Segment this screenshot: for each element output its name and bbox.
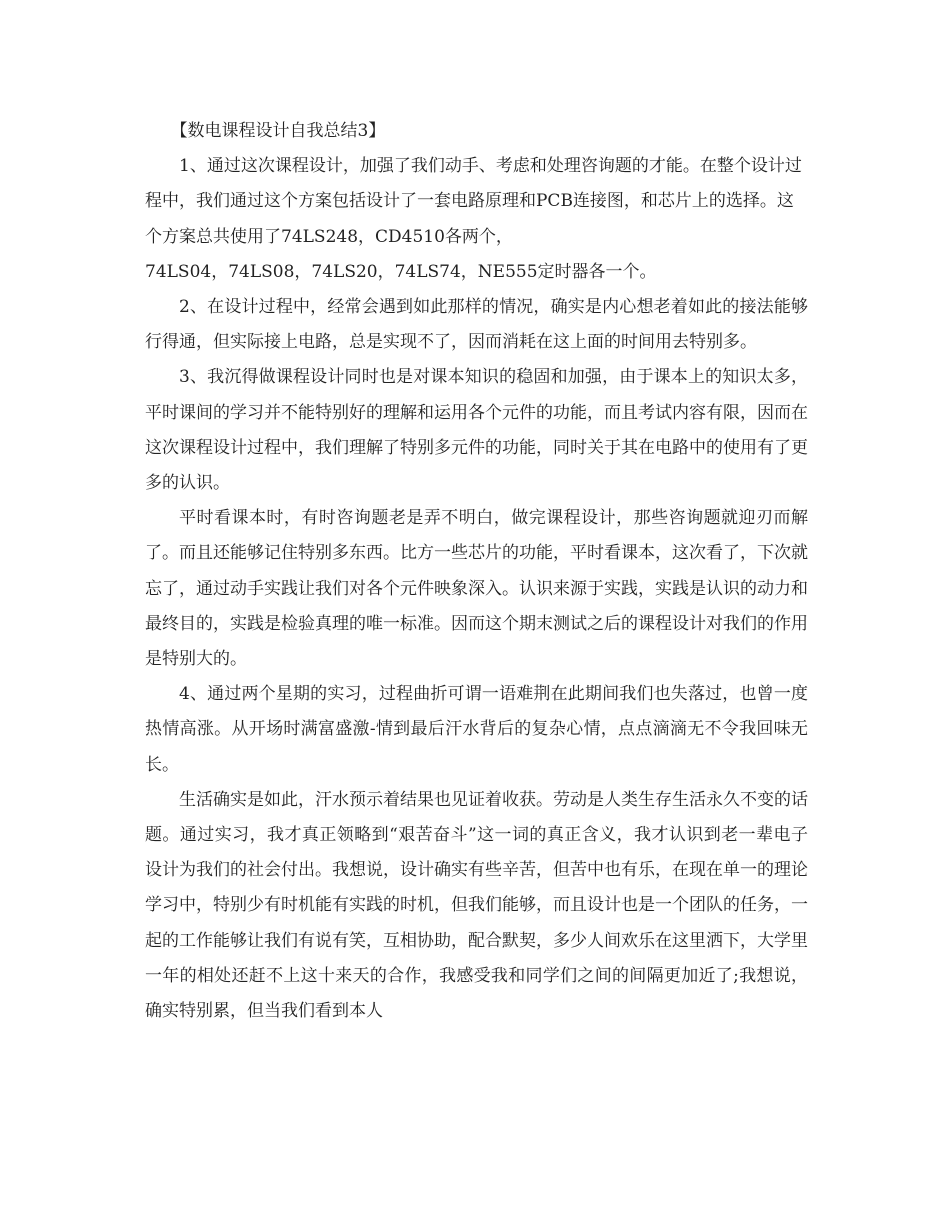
paragraph-6: 生活确实是如此，汗水预示着结果也见证着收获。劳动是人类生存生活永久不变的话题。通过实习，我才真正领略到“艰苦奋斗”这一词的真正含义，我才认识到老一辈电子设计为我们的社会付出。我想说，设计确实有些辛苦，但苦中也有乐，在现在单一的理论学习中，特别少有时机能有实践的时机，但我们能够，而且设计也是一个团队的任务，一起的工作能够让我们有说有笑，互相协助，配合默契，多少人间欢乐在这里洒下，大学里一年的相处还赶不上这十来天的合作，我感受我和同学们之间的间隔更加近了;我想说，确实特别累，但当我们看到本人 — [145, 789, 808, 1022]
paragraph-4: 平时看课本时，有时咨询题老是弄不明白，做完课程设计，那些咨询题就迎刃而解了。而且还能够记住特别多东西。比方一些芯片的功能，平时看课本，这次看了，下次就忘了，通过动手实践让我们对各个元件映象深入。认识来源于实践，实践是认识的动力和最终目的，实践是检验真理的唯一标准。因而这个期末测试之后的课程设计对我们的作用是特别大的。 — [145, 508, 808, 670]
paragraph-1-continuation: 74LS04，74LS08，74LS20，74LS74，NE555定时器各一个。 — [145, 261, 657, 282]
document-title: 【数电课程设计自我总结3】 — [170, 121, 386, 141]
paragraph-5: 4、通过两个星期的实习，过程曲折可谓一语难荆在此期间我们也失落过，也曾一度热情高涨。从开场时满富盛激-情到最后汗水背后的复杂心情，点点滴滴无不令我回味无长。 — [145, 684, 808, 775]
paragraph-3: 3、我沉得做课程设计同时也是对课本知识的稳固和加强，由于课本上的知识太多，平时课间的学习并不能特别好的理解和运用各个元件的功能，而且考试内容有限，因而在这次课程设计过程中，我们理解了特别多元件的功能，同时关于其在电路中的使用有了更多的认识。 — [145, 367, 808, 494]
paragraph-2: 2、在设计过程中，经常会遇到如此那样的情况，确实是内心想老着如此的接法能够行得通，但实际接上电路，总是实现不了，因而消耗在这上面的时间用去特别多。 — [145, 297, 808, 353]
document-body — [145, 114, 808, 1029]
paragraph-1: 1、通过这次课程设计，加强了我们动手、考虑和处理咨询题的才能。在整个设计过程中，我们通过这个方案包括设计了一套电路原理和PCB连接图，和芯片上的选择。这个方案总共使用了74LS248，CD4510各两个， — [145, 156, 802, 247]
